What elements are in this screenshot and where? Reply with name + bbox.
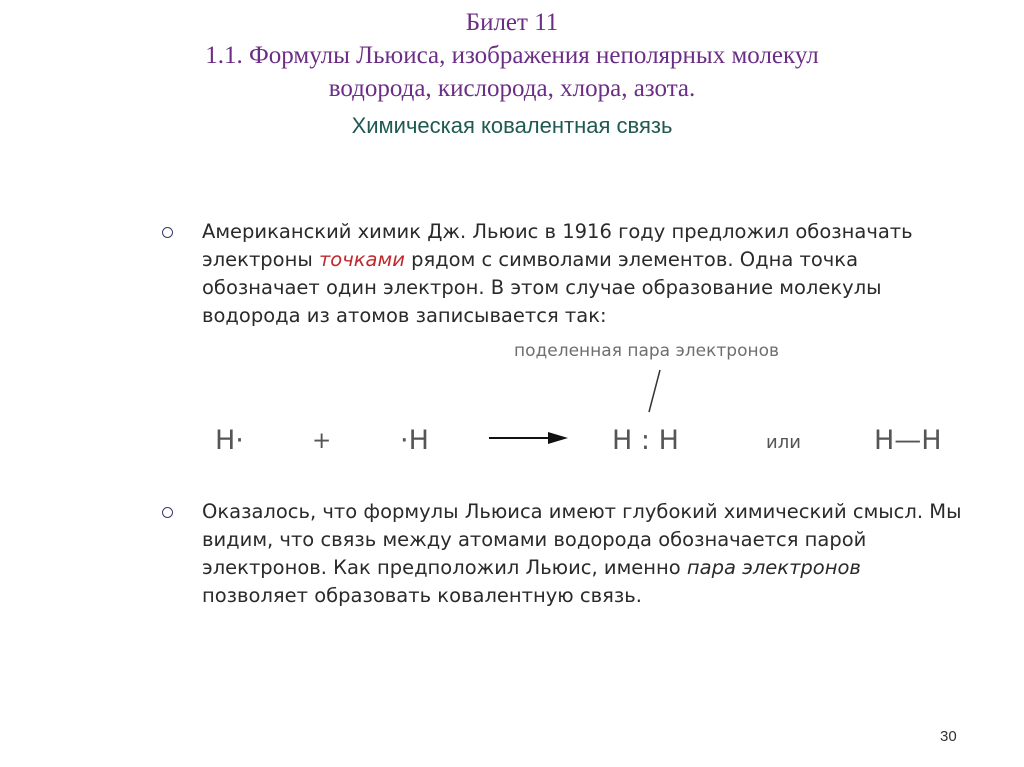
plus-sign: + — [312, 428, 332, 454]
emphasis-electron-pair: пара электронов — [686, 556, 861, 579]
atom-h-left: H· — [215, 425, 244, 456]
shared-pair-label: поделенная пара электронов — [514, 341, 780, 361]
pointer-line — [649, 370, 660, 412]
hollow-circle-bullet-icon — [162, 507, 173, 518]
reaction-arrow-head — [548, 432, 568, 444]
h2-line-formula: H—H — [874, 425, 942, 456]
or-word: или — [766, 432, 801, 453]
atom-h-right: ·H — [400, 425, 429, 456]
h2-lewis-formula: H : H — [612, 425, 679, 456]
title-line-topic: 1.1. Формулы Льюиса, изображения неполярных молекул — [205, 42, 819, 69]
slide-subtitle: Химическая ковалентная связь — [351, 113, 673, 138]
bullet-text: Оказалось, что формулы Льюиса имеют глубокий химический смысл. Мы видим, что связь между атомами водорода обозначается парой электронов. Как предположил Льюис, именно пара электронов позволяет образовать ковалентную связь. — [202, 500, 962, 607]
title-line-ticket: Билет 11 — [465, 9, 559, 36]
bullet-text: Американский химик Дж. Льюис в 1916 году предложил обозначать электроны точками рядом с символами элементов. Одна точка обозначает один электрон. В этом случае образование молекулы водорода из атомов записывается так: — [202, 220, 913, 327]
emphasis-dots: точками — [318, 248, 405, 271]
title-line-topic-cont: водорода, кислорода, хлора, азота. — [328, 75, 696, 102]
page-number: 30 — [940, 728, 957, 745]
